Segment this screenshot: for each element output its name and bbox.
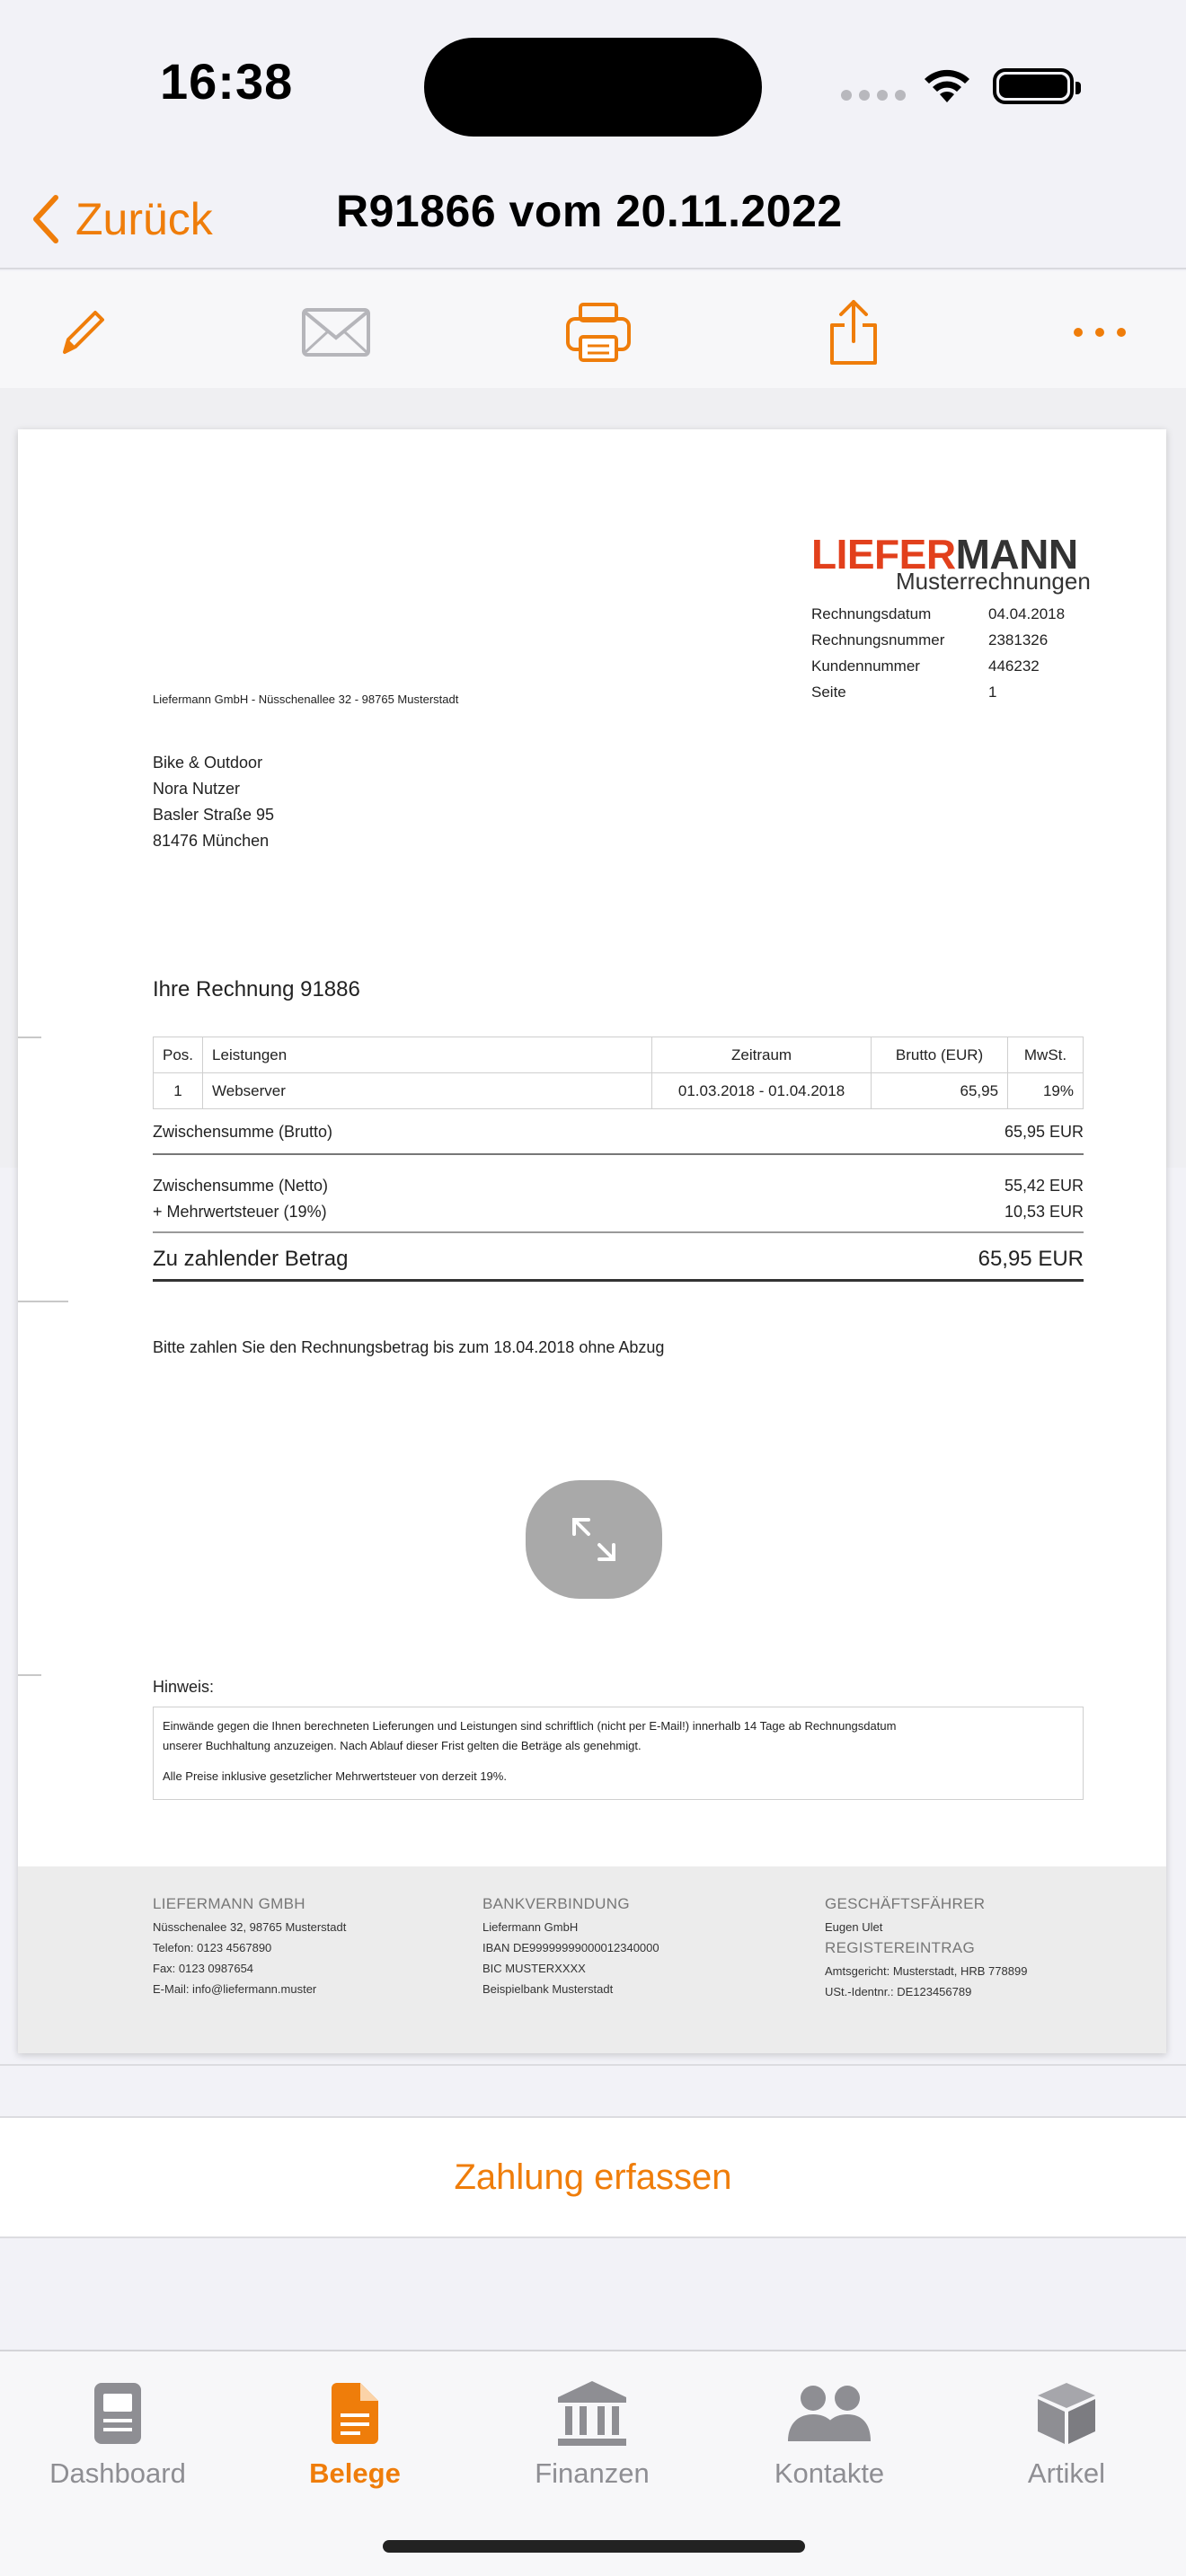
mail-icon <box>301 307 371 357</box>
info-label: Seite <box>811 684 846 701</box>
back-label: Zurück <box>75 194 213 244</box>
info-label: Rechnungsdatum <box>811 605 932 622</box>
total-label: Zu zahlender Betrag <box>153 1247 349 1271</box>
box-icon <box>1034 2379 1099 2448</box>
cellular-signal-icon <box>841 90 906 101</box>
info-value: 2381326 <box>988 631 1049 648</box>
table-row <box>154 1073 1084 1109</box>
tab-dashboard[interactable]: Dashboard <box>14 2373 221 2508</box>
table-header: Zeitraum <box>652 1037 872 1073</box>
chevron-left-icon <box>31 192 61 246</box>
more-button[interactable] <box>1064 296 1136 368</box>
company-logo: LIEFERMANN <box>811 531 1078 578</box>
more-icon <box>1071 326 1128 339</box>
vat-label: + Mehrwertsteuer (19%) <box>153 1203 327 1221</box>
table-cell: 19% <box>1008 1073 1084 1109</box>
divider <box>0 2064 1186 2066</box>
logo-subtitle: Musterrechnungen <box>896 568 1091 595</box>
document-icon <box>328 2379 382 2448</box>
edit-button[interactable] <box>47 296 119 368</box>
back-button[interactable] <box>31 183 213 255</box>
tab-belege[interactable]: Belege <box>252 2373 458 2508</box>
status-time: 16:38 <box>160 53 294 110</box>
tab-kontakte[interactable]: Kontakte <box>726 2373 933 2508</box>
invoice-heading: Ihre Rechnung 91886 <box>153 977 360 1001</box>
wifi-icon <box>920 63 974 106</box>
battery-icon <box>993 68 1074 104</box>
divider <box>153 1231 1084 1233</box>
sender-line: Liefermann GmbH - Nüsschenallee 32 - 98765 Musterstadt <box>153 693 459 706</box>
footer-bank: BANKVERBINDUNG Liefermann GmbH IBAN DE99999999000012340000 BIC MUSTERXXXX Beispielbank Musterstadt <box>482 1895 659 1996</box>
vat-value: 10,53 EUR <box>1004 1203 1084 1221</box>
status-bar <box>0 0 1186 171</box>
divider <box>153 1279 1084 1282</box>
note-label: Hinweis: <box>153 1678 215 1696</box>
record-payment-button[interactable] <box>0 2116 1186 2238</box>
home-indicator <box>383 2540 805 2553</box>
divider <box>153 1153 1084 1155</box>
share-button[interactable] <box>818 296 890 368</box>
table-header: Leistungen <box>203 1037 652 1073</box>
subtotal-net-value: 55,42 EUR <box>1004 1177 1084 1195</box>
printer-icon <box>564 301 633 364</box>
fold-mark <box>18 1674 41 1676</box>
total-value: 65,95 EUR <box>978 1247 1084 1271</box>
payment-note: Bitte zahlen Sie den Rechnungsbetrag bis zum 18.04.2018 ohne Abzug <box>153 1338 665 1356</box>
table-cell: 1 <box>154 1073 203 1109</box>
dynamic-island <box>424 38 762 137</box>
bank-icon <box>556 2379 628 2448</box>
expand-icon <box>569 1514 619 1565</box>
page-title: R91866 vom 20.11.2022 <box>336 186 843 236</box>
invoice-document[interactable] <box>18 429 1166 2053</box>
invoice-footer <box>18 1866 1166 2053</box>
note-box: Einwände gegen die Ihnen berechneten Lieferungen und Leistungen sind schriftlich (nicht per E-Mail!) innerhalb 14 Tage ab Rechnungsdatum unserer Buchhaltung anzuzeigen. Nach Ablauf dieser Frist gelten die Beträge als genehmigt. Alle Preise inklusive gesetzlicher Mehrwertsteuer von derzeit 19%. <box>153 1707 1084 1800</box>
dashboard-icon <box>91 2379 145 2448</box>
info-value: 1 <box>988 684 997 701</box>
info-value: 446232 <box>988 657 1040 675</box>
fold-mark <box>18 1037 41 1038</box>
table-cell: Webserver <box>203 1073 652 1109</box>
subtotal-gross-label: Zwischensumme (Brutto) <box>153 1123 333 1141</box>
record-payment-label: Zahlung erfassen <box>454 2157 732 2197</box>
subtotal-gross-value: 65,95 EUR <box>1004 1123 1084 1141</box>
tab-finanzen[interactable]: Finanzen <box>489 2373 695 2508</box>
tab-artikel[interactable]: Artikel <box>963 2373 1170 2508</box>
table-cell: 01.03.2018 - 01.04.2018 <box>652 1073 872 1109</box>
nav-bar <box>0 171 1186 269</box>
recipient-address: Bike & Outdoor Nora Nutzer Basler Straße 95 81476 München <box>153 754 275 850</box>
table-header: MwSt. <box>1008 1037 1084 1073</box>
footer-management: GESCHÄFTSFÄHRER Eugen Ulet REGISTEREINTRAG Amtsgericht: Musterstadt, HRB 778899 USt.-Identnr.: DE123456789 <box>825 1895 1028 1998</box>
expand-preview-button[interactable] <box>526 1480 662 1599</box>
toolbar <box>0 271 1186 388</box>
line-items-table <box>153 1037 1084 1109</box>
subtotal-net-label: Zwischensumme (Netto) <box>153 1177 329 1195</box>
share-icon <box>825 298 882 366</box>
punch-mark <box>18 1301 68 1302</box>
table-header: Brutto (EUR) <box>872 1037 1008 1073</box>
print-button[interactable] <box>562 296 634 368</box>
info-label: Rechnungsnummer <box>811 631 945 648</box>
pencil-icon <box>56 305 110 359</box>
email-button[interactable] <box>300 296 372 368</box>
table-header-row <box>154 1037 1084 1073</box>
info-label: Kundennummer <box>811 657 920 675</box>
contacts-icon <box>786 2382 872 2445</box>
table-header: Pos. <box>154 1037 203 1073</box>
info-value: 04.04.2018 <box>988 605 1066 622</box>
footer-company: LIEFERMANN GMBH Nüsschenalee 32, 98765 Musterstadt Telefon: 0123 4567890 Fax: 0123 0987654 E-Mail: info@liefermann.muster <box>153 1895 347 1996</box>
table-cell: 65,95 <box>872 1073 1008 1109</box>
